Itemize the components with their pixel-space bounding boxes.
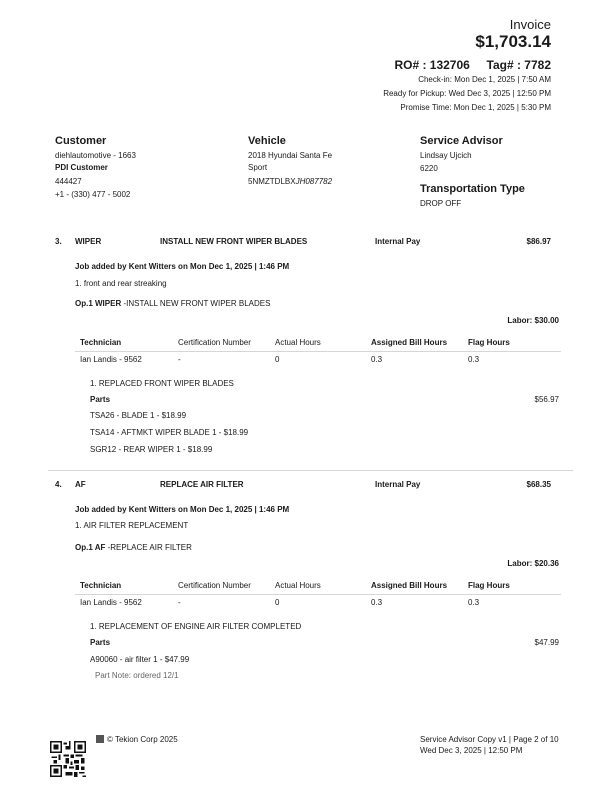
job-code: WIPER <box>75 237 102 246</box>
tech-header-flag: Flag Hours <box>468 581 510 590</box>
job-title: REPLACE AIR FILTER <box>160 480 244 489</box>
advisor-section <box>420 135 525 208</box>
operation-desc: -INSTALL NEW FRONT WIPER BLADES <box>121 299 271 308</box>
parts-label: Parts <box>90 395 111 404</box>
operation-desc: -REPLACE AIR FILTER <box>105 543 192 552</box>
ready-pickup-time: Ready for Pickup: Wed Dec 3, 2025 | 12:50 PM <box>383 89 551 98</box>
labor-amount: Labor: $30.00 <box>507 316 559 325</box>
tech-actual-hours: 0 <box>275 598 280 607</box>
parts-total: $56.97 <box>534 395 559 404</box>
vehicle-model: 2018 Hyundai Santa Fe <box>248 151 333 160</box>
tech-table-divider <box>75 351 561 352</box>
job-concern: 1. AIR FILTER REPLACEMENT <box>75 521 189 530</box>
tech-actual-hours: 0 <box>275 355 280 364</box>
tech-table-divider <box>75 594 561 595</box>
tech-cert: - <box>178 598 181 607</box>
tech-name: Ian Landis - 9562 <box>80 598 142 607</box>
operation-line <box>75 299 270 308</box>
customer-section <box>55 135 136 199</box>
ro-tag-line <box>394 58 551 72</box>
operation-code: Op.1 AF <box>75 543 106 552</box>
print-timestamp: Wed Dec 3, 2025 | 12:50 PM <box>420 746 523 755</box>
job-pay-type: Internal Pay <box>375 237 421 246</box>
customer-type: PDI Customer <box>55 163 108 172</box>
transport-value: DROP OFF <box>420 199 462 208</box>
tekion-logo-icon <box>96 735 104 743</box>
advisor-label: Service Advisor <box>420 135 503 147</box>
copyright-line <box>96 735 178 744</box>
tech-header-actual: Actual Hours <box>275 338 321 347</box>
parts-total: $47.99 <box>534 638 559 647</box>
job-number: 4. <box>55 480 62 489</box>
tech-header-cert: Certification Number <box>178 338 251 347</box>
tag-number: Tag# : 7782 <box>486 58 551 72</box>
checkin-time: Check-in: Mon Dec 1, 2025 | 7:50 AM <box>418 75 551 84</box>
tech-header-actual: Actual Hours <box>275 581 321 590</box>
ro-number: RO# : 132706 <box>394 58 470 72</box>
parts-label: Parts <box>90 638 111 647</box>
tech-assigned-hours: 0.3 <box>371 598 383 607</box>
job-amount: $86.97 <box>526 237 551 246</box>
job-pay-type: Internal Pay <box>375 480 421 489</box>
customer-id: 444427 <box>55 177 82 186</box>
job-amount: $68.35 <box>526 480 551 489</box>
customer-name: diehlautomotive - 1663 <box>55 151 136 160</box>
transport-label: Transportation Type <box>420 183 525 195</box>
tech-flag-hours: 0.3 <box>468 355 480 364</box>
promise-time: Promise Time: Mon Dec 1, 2025 | 5:30 PM <box>400 103 551 112</box>
job-concern: 1. front and rear streaking <box>75 279 167 288</box>
tech-flag-hours: 0.3 <box>468 598 480 607</box>
copy-page-info: Service Advisor Copy v1 | Page 2 of 10 <box>420 735 559 744</box>
job-title: INSTALL NEW FRONT WIPER BLADES <box>160 237 308 246</box>
tech-header-technician: Technician <box>80 338 122 347</box>
customer-label: Customer <box>55 135 107 147</box>
part-item: TSA26 - BLADE 1 - $18.99 <box>90 411 187 420</box>
tech-assigned-hours: 0.3 <box>371 355 383 364</box>
customer-phone: +1 - (330) 477 - 5002 <box>55 190 131 199</box>
labor-amount: Labor: $20.36 <box>507 559 559 568</box>
tech-header-assigned: Assigned Bill Hours <box>371 581 448 590</box>
operation-line <box>75 543 192 552</box>
vehicle-section <box>248 135 332 186</box>
job-divider <box>48 470 573 471</box>
part-item: A90060 - air filter 1 - $47.99 <box>90 655 190 664</box>
part-note: Part Note: ordered 12/1 <box>95 671 179 680</box>
tech-cert: - <box>178 355 181 364</box>
tech-header-assigned: Assigned Bill Hours <box>371 338 448 347</box>
vin-prefix: 5NMZTDLBX <box>248 177 296 186</box>
vehicle-trim: Sport <box>248 163 268 172</box>
job-correction: 1. REPLACED FRONT WIPER BLADES <box>90 379 234 388</box>
tech-name: Ian Landis - 9562 <box>80 355 142 364</box>
tech-header-cert: Certification Number <box>178 581 251 590</box>
advisor-id: 6220 <box>420 164 438 173</box>
vehicle-vin <box>248 177 332 186</box>
part-item: SGR12 - REAR WIPER 1 - $18.99 <box>90 445 213 454</box>
part-item: TSA14 - AFTMKT WIPER BLADE 1 - $18.99 <box>90 428 249 437</box>
job-added-by: Job added by Kent Witters on Mon Dec 1, 2025 | 1:46 PM <box>75 262 290 271</box>
invoice-total: $1,703.14 <box>475 32 551 51</box>
job-added-by: Job added by Kent Witters on Mon Dec 1, 2025 | 1:46 PM <box>75 505 290 514</box>
advisor-name: Lindsay Ujcich <box>420 151 472 160</box>
tech-header-technician: Technician <box>80 581 122 590</box>
job-number: 3. <box>55 237 62 246</box>
tech-header-flag: Flag Hours <box>468 338 510 347</box>
vin-suffix: JH087782 <box>295 177 333 186</box>
vehicle-label: Vehicle <box>248 135 286 147</box>
copyright-text: © Tekion Corp 2025 <box>107 735 178 744</box>
job-correction: 1. REPLACEMENT OF ENGINE AIR FILTER COMPLETED <box>90 622 302 631</box>
qr-code-icon <box>50 741 86 777</box>
operation-code: Op.1 WIPER <box>75 299 122 308</box>
job-code: AF <box>75 480 86 489</box>
document-type: Invoice <box>509 17 551 32</box>
